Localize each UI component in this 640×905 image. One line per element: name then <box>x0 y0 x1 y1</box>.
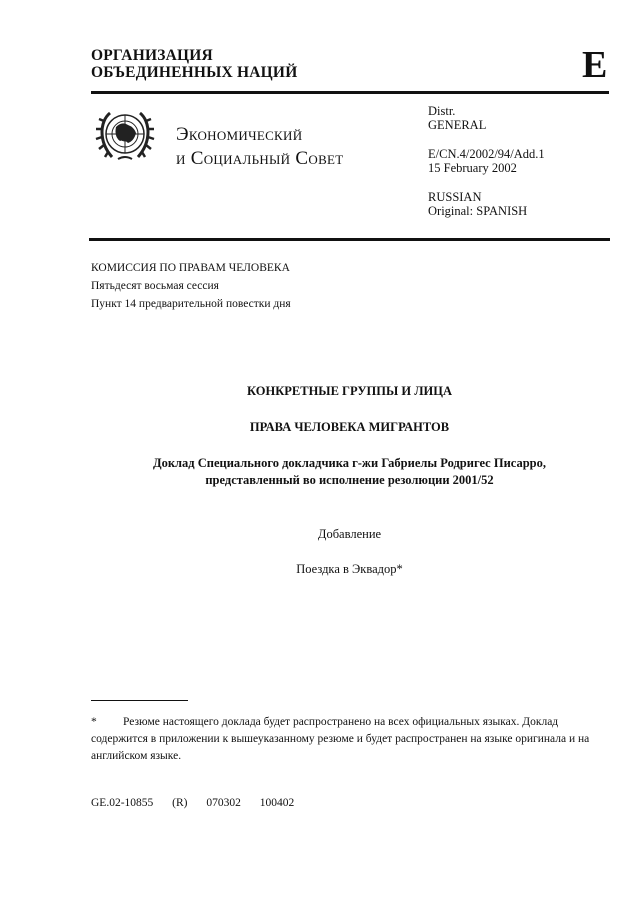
heading-1: КОНКРЕТНЫЕ ГРУППЫ И ЛИЦА <box>247 384 452 398</box>
organization-name <box>91 47 297 81</box>
reference-language-code: (R) <box>172 797 188 809</box>
organization-name-line2: ОБЪЕДИНЕННЫХ НАЦИЙ <box>91 64 298 81</box>
report-title-line2: представленный во исполнение резолюции 2001/52 <box>205 473 494 487</box>
un-emblem-icon <box>94 107 156 163</box>
agenda-item: Пункт 14 предварительной повестки дня <box>91 298 291 310</box>
job-number: GE.02-10855 <box>91 797 154 809</box>
document-symbol: E/CN.4/2002/94/Add.1 <box>428 147 545 161</box>
distr-label: Distr. <box>428 104 456 118</box>
report-title-line1: Доклад Специального докладчика г-жи Габриелы Родригес Писарро, <box>152 456 547 470</box>
session-name: Пятьдесят восьмая сессия <box>91 280 219 292</box>
distr-value: GENERAL <box>428 118 487 132</box>
heading-2: ПРАВА ЧЕЛОВЕКА МИГРАНТОВ <box>249 420 450 434</box>
report-title <box>89 455 610 489</box>
footnote-text-rest: Доклад содержится в приложении к вышеуказанному резюме и будет распространен на языке оригинала и на английском языке. <box>91 716 590 762</box>
footnote <box>91 714 611 765</box>
language-code: E <box>582 44 608 86</box>
distribution-block <box>428 104 545 218</box>
reference-date-2: 100402 <box>259 797 295 809</box>
organization-name-line1: ОРГАНИЗАЦИЯ <box>91 47 213 64</box>
document-language: RUSSIAN <box>428 190 482 204</box>
session-info <box>91 259 291 313</box>
document-subtitle: Поездка в Эквадор* <box>296 562 403 576</box>
header-divider <box>91 91 609 94</box>
original-language: Original: SPANISH <box>428 204 528 218</box>
council-name-line1: Экономический <box>176 124 303 145</box>
reference-date-1: 070302 <box>206 797 241 809</box>
document-date: 15 February 2002 <box>428 161 517 175</box>
council-name-line2: и Социальный Совет <box>176 148 344 169</box>
commission-name: КОМИССИЯ ПО ПРАВАМ ЧЕЛОВЕКА <box>91 262 290 274</box>
document-reference <box>91 796 308 810</box>
council-name <box>176 123 344 171</box>
footnote-divider <box>91 700 188 701</box>
footnote-text-first: Резюме настоящего доклада будет распространено на всех официальных языках. <box>123 716 520 728</box>
section-divider <box>89 238 610 241</box>
addendum-label: Добавление <box>317 527 382 541</box>
footnote-marker: * <box>91 716 97 728</box>
